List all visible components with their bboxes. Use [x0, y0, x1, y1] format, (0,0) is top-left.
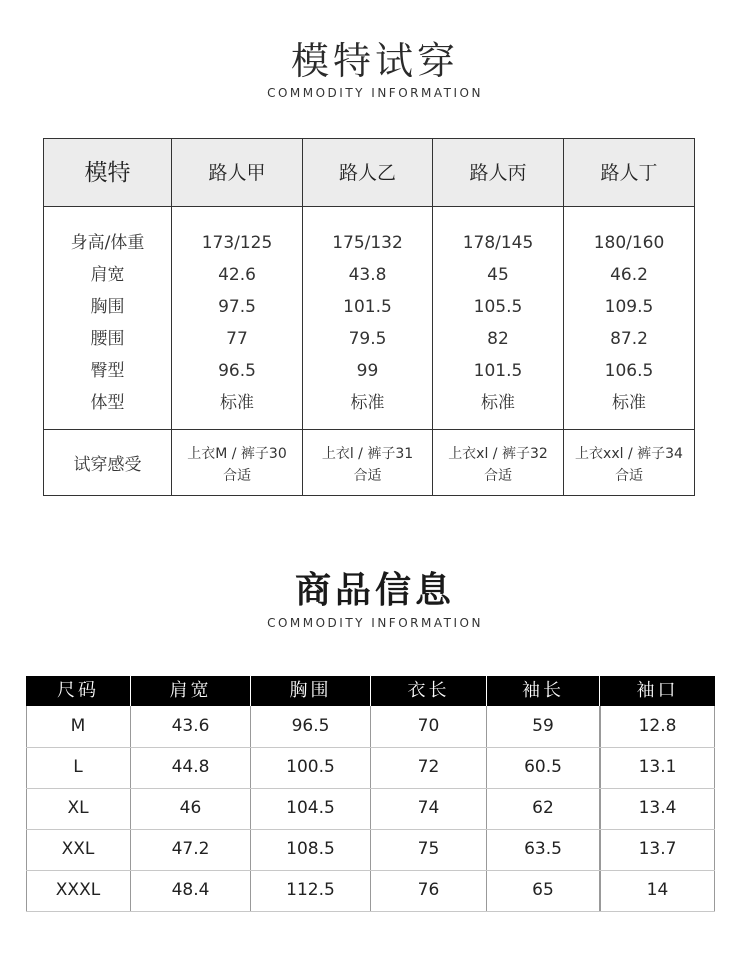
value-cell: 77: [226, 329, 248, 349]
fit-result: 合适: [615, 468, 643, 484]
size-value-cell: 60.5: [524, 757, 562, 777]
size-value-cell: 47.2: [171, 839, 210, 859]
size-value-cell: 48.4: [171, 880, 210, 900]
header-model-c: 路人丙: [469, 162, 527, 184]
size-value-cell: 65: [532, 880, 554, 900]
value-cell: 106.5: [604, 361, 654, 381]
value-cell: 105.5: [473, 297, 523, 317]
size-label-cell: L: [73, 757, 83, 777]
header-model-a: 路人甲: [208, 162, 266, 184]
col-header-cuff: 袖口: [636, 680, 679, 701]
fit-size: 上衣xxl / 裤子34: [575, 446, 683, 462]
size-value-cell: 96.5: [291, 716, 330, 736]
value-cell: 180/160: [593, 233, 665, 253]
value-cell: 82: [487, 329, 509, 349]
row-label-chest: 胸围: [90, 297, 125, 317]
model-b-values: [303, 227, 432, 419]
model-c-values: [433, 227, 563, 419]
col-header-chest: 胸围: [289, 680, 332, 701]
value-cell: 173/125: [201, 233, 273, 253]
row-label-hip: 臀型: [90, 361, 125, 381]
size-value-cell: 43.6: [171, 716, 210, 736]
size-label-cell: XXXL: [55, 880, 101, 900]
size-value-cell: 63.5: [524, 839, 562, 859]
model-section-subtitle: COMMODITY INFORMATION: [267, 86, 483, 100]
size-value-cell: 14: [646, 880, 669, 900]
size-value-cell: 13.4: [638, 798, 677, 818]
header-model-d: 路人丁: [600, 162, 658, 184]
value-cell: 96.5: [218, 361, 256, 381]
fit-result: 合适: [484, 468, 512, 484]
fit-size: 上衣xl / 裤子32: [448, 446, 548, 462]
size-label-cell: XXL: [61, 839, 95, 859]
value-cell: 标准: [481, 393, 515, 413]
value-cell: 175/132: [332, 233, 403, 253]
header-model-b: 路人乙: [338, 162, 396, 184]
size-value-cell: 70: [417, 716, 440, 736]
col-header-size: 尺码: [57, 680, 99, 701]
value-cell: 标准: [612, 393, 646, 413]
size-value-cell: 62: [532, 798, 554, 818]
product-section-title: 商品信息: [294, 570, 455, 611]
col-header-shoulder: 肩宽: [169, 680, 212, 701]
model-section-title: 模特试穿: [290, 39, 459, 83]
col-header-sleeve: 袖长: [522, 680, 564, 701]
value-cell: 43.8: [348, 265, 387, 285]
header-model: 模特: [84, 160, 131, 186]
size-value-cell: 76: [417, 880, 440, 900]
value-cell: 99: [356, 361, 379, 381]
value-cell: 标准: [220, 393, 254, 413]
model-d-values: [564, 227, 694, 419]
fit-result: 合适: [223, 468, 251, 484]
row-label-waist: 腰围: [90, 329, 125, 349]
size-value-cell: 72: [417, 757, 440, 777]
size-value-cell: 12.8: [638, 716, 677, 736]
model-d-fit: [564, 443, 694, 487]
value-cell: 97.5: [218, 297, 256, 317]
size-value-cell: 112.5: [286, 880, 335, 900]
size-value-cell: 104.5: [286, 798, 335, 818]
value-cell: 46.2: [610, 265, 648, 285]
size-value-cell: 59: [532, 716, 554, 736]
fit-feeling-label: 试穿感受: [73, 455, 142, 475]
value-cell: 42.6: [218, 265, 256, 285]
fit-size: 上衣l / 裤子31: [321, 446, 414, 462]
value-cell: 79.5: [348, 329, 387, 349]
size-label-cell: XL: [67, 798, 89, 818]
value-cell: 45: [487, 265, 509, 285]
fit-size: 上衣M / 裤子30: [187, 446, 287, 462]
row-labels: [44, 227, 171, 419]
row-label-height-weight: 身高/体重: [70, 233, 145, 253]
row-label-body-type: 体型: [90, 393, 125, 413]
value-cell: 87.2: [610, 329, 648, 349]
size-label-cell: M: [70, 716, 86, 736]
size-value-cell: 75: [417, 839, 440, 859]
row-divider: [26, 911, 715, 912]
value-cell: 标准: [350, 393, 385, 413]
product-section-subtitle: COMMODITY INFORMATION: [267, 616, 483, 630]
footer-divider: [44, 429, 694, 430]
size-value-cell: 46: [179, 798, 202, 818]
model-a-values: [172, 227, 302, 419]
size-value-cell: 13.1: [638, 757, 677, 777]
row-label-shoulder: 肩宽: [90, 265, 125, 285]
size-value-cell: 74: [417, 798, 440, 818]
size-value-cell: 13.7: [638, 839, 677, 859]
fit-result: 合适: [353, 468, 382, 484]
col-header-length: 衣长: [407, 680, 450, 701]
value-cell: 101.5: [473, 361, 523, 381]
value-cell: 178/145: [462, 233, 534, 253]
size-value-cell: 108.5: [286, 839, 335, 859]
value-cell: 101.5: [343, 297, 392, 317]
size-value-cell: 100.5: [286, 757, 335, 777]
model-c-fit: [433, 443, 563, 487]
value-cell: 109.5: [604, 297, 654, 317]
model-b-fit: [303, 443, 432, 487]
model-fitting-table: [43, 138, 695, 496]
size-value-cell: 44.8: [171, 757, 210, 777]
model-a-fit: [172, 443, 302, 487]
